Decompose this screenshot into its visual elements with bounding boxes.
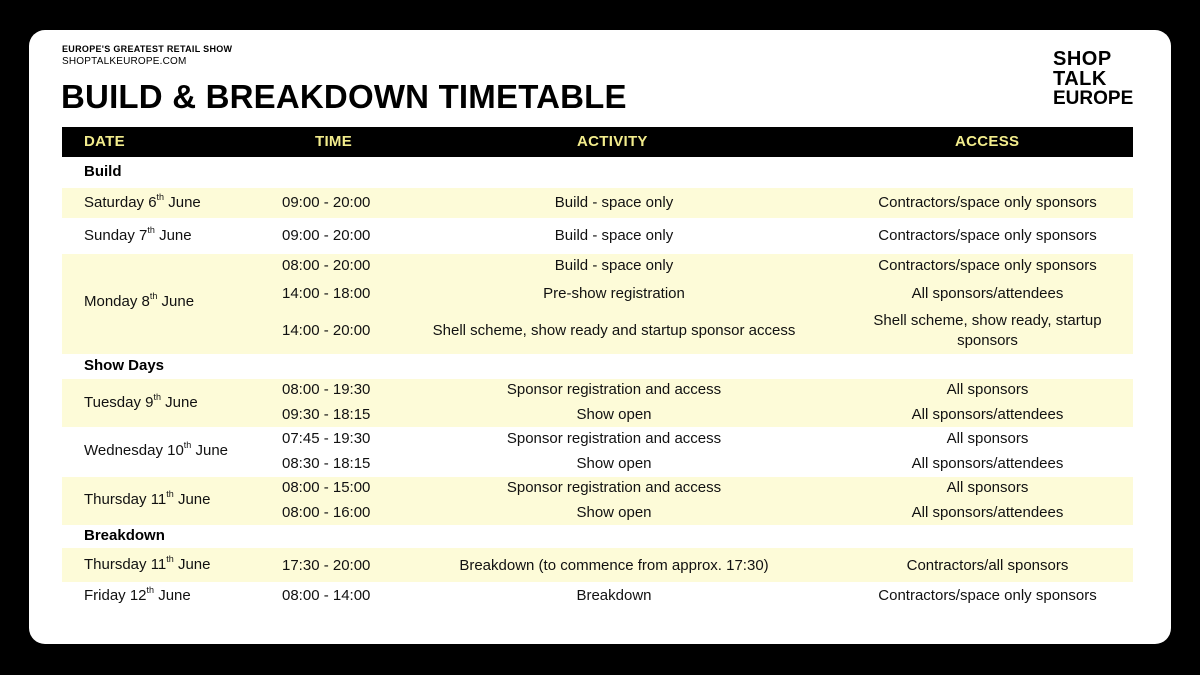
date-cell: Wednesday 10th June	[84, 440, 229, 459]
time-cell: 14:00 - 20:00	[282, 322, 371, 339]
column-header-activity: ACTIVITY	[577, 133, 648, 150]
access-cell: Contractors/space only sponsors	[878, 227, 1097, 244]
access-cell: Contractors/space only sponsors	[878, 194, 1097, 211]
access-cell: Contractors/space only sponsors	[878, 587, 1097, 604]
access-cell: Contractors/space only sponsors	[878, 257, 1097, 274]
time-cell: 08:00 - 16:00	[282, 504, 371, 521]
logo-line-3: EUROPE	[1053, 88, 1134, 109]
activity-cell: Breakdown	[576, 587, 652, 604]
logo-line-2: TALK	[1053, 68, 1107, 90]
time-cell: 09:00 - 20:00	[282, 194, 371, 211]
access-cell: All sponsors	[946, 430, 1029, 447]
tagline: EUROPE'S GREATEST RETAIL SHOW	[62, 44, 233, 54]
table-header	[62, 127, 1133, 157]
time-cell: 09:30 - 18:15	[282, 406, 371, 423]
time-cell: 07:45 - 19:30	[282, 430, 371, 447]
time-cell: 08:00 - 19:30	[282, 381, 371, 398]
activity-cell: Build - space only	[554, 194, 674, 211]
activity-cell: Build - space only	[554, 227, 674, 244]
time-cell: 09:00 - 20:00	[282, 227, 371, 244]
column-header-time: TIME	[315, 133, 353, 150]
activity-cell: Show open	[576, 455, 652, 472]
date-cell: Saturday 6th June	[84, 192, 201, 211]
column-header-date: DATE	[84, 133, 125, 150]
page-title: BUILD & BREAKDOWN TIMETABLE	[61, 78, 627, 115]
section-heading-show-days: Show Days	[84, 357, 165, 374]
activity-cell: Show open	[576, 406, 652, 423]
time-cell: 17:30 - 20:00	[282, 557, 371, 574]
access-cell: All sponsors/attendees	[911, 406, 1064, 423]
access-cell: All sponsors/attendees	[911, 285, 1064, 302]
section-heading-build: Build	[84, 163, 122, 180]
access-cell: All sponsors/attendees	[911, 504, 1064, 521]
time-cell: 08:30 - 18:15	[282, 455, 371, 472]
timetable-card	[29, 30, 1171, 644]
time-cell: 08:00 - 14:00	[282, 587, 371, 604]
website-link[interactable]: SHOPTALKEUROPE.COM	[62, 56, 187, 67]
date-cell: Thursday 11th June	[84, 554, 211, 573]
activity-cell: Build - space only	[554, 257, 674, 274]
access-cell: All sponsors/attendees	[911, 455, 1064, 472]
access-cell: All sponsors	[946, 479, 1029, 496]
logo-line-1: SHOP	[1053, 48, 1112, 70]
access-cell: Shell scheme, show ready, startup sponsors	[873, 312, 1102, 349]
access-cell: Contractors/all sponsors	[906, 557, 1069, 574]
column-header-access: ACCESS	[955, 133, 1020, 150]
activity-cell: Show open	[576, 504, 652, 521]
access-cell: All sponsors	[946, 381, 1029, 398]
date-cell: Tuesday 9th June	[84, 392, 198, 411]
time-cell: 14:00 - 18:00	[282, 285, 371, 302]
shoptalk-europe-logo	[1053, 49, 1137, 109]
activity-cell: Sponsor registration and access	[506, 479, 722, 496]
date-cell: Thursday 11th June	[84, 489, 211, 508]
date-cell: Sunday 7th June	[84, 225, 192, 244]
activity-cell: Pre-show registration	[543, 285, 685, 302]
activity-cell: Sponsor registration and access	[506, 430, 722, 447]
section-heading-breakdown: Breakdown	[84, 527, 165, 544]
time-cell: 08:00 - 15:00	[282, 479, 371, 496]
activity-cell: Sponsor registration and access	[506, 381, 722, 398]
date-cell: Monday 8th June	[84, 291, 195, 310]
activity-cell: Breakdown (to commence from approx. 17:30)	[459, 557, 769, 574]
date-cell: Friday 12th June	[84, 585, 191, 604]
time-cell: 08:00 - 20:00	[282, 257, 371, 274]
activity-cell: Shell scheme, show ready and startup sponsor access	[432, 322, 796, 339]
